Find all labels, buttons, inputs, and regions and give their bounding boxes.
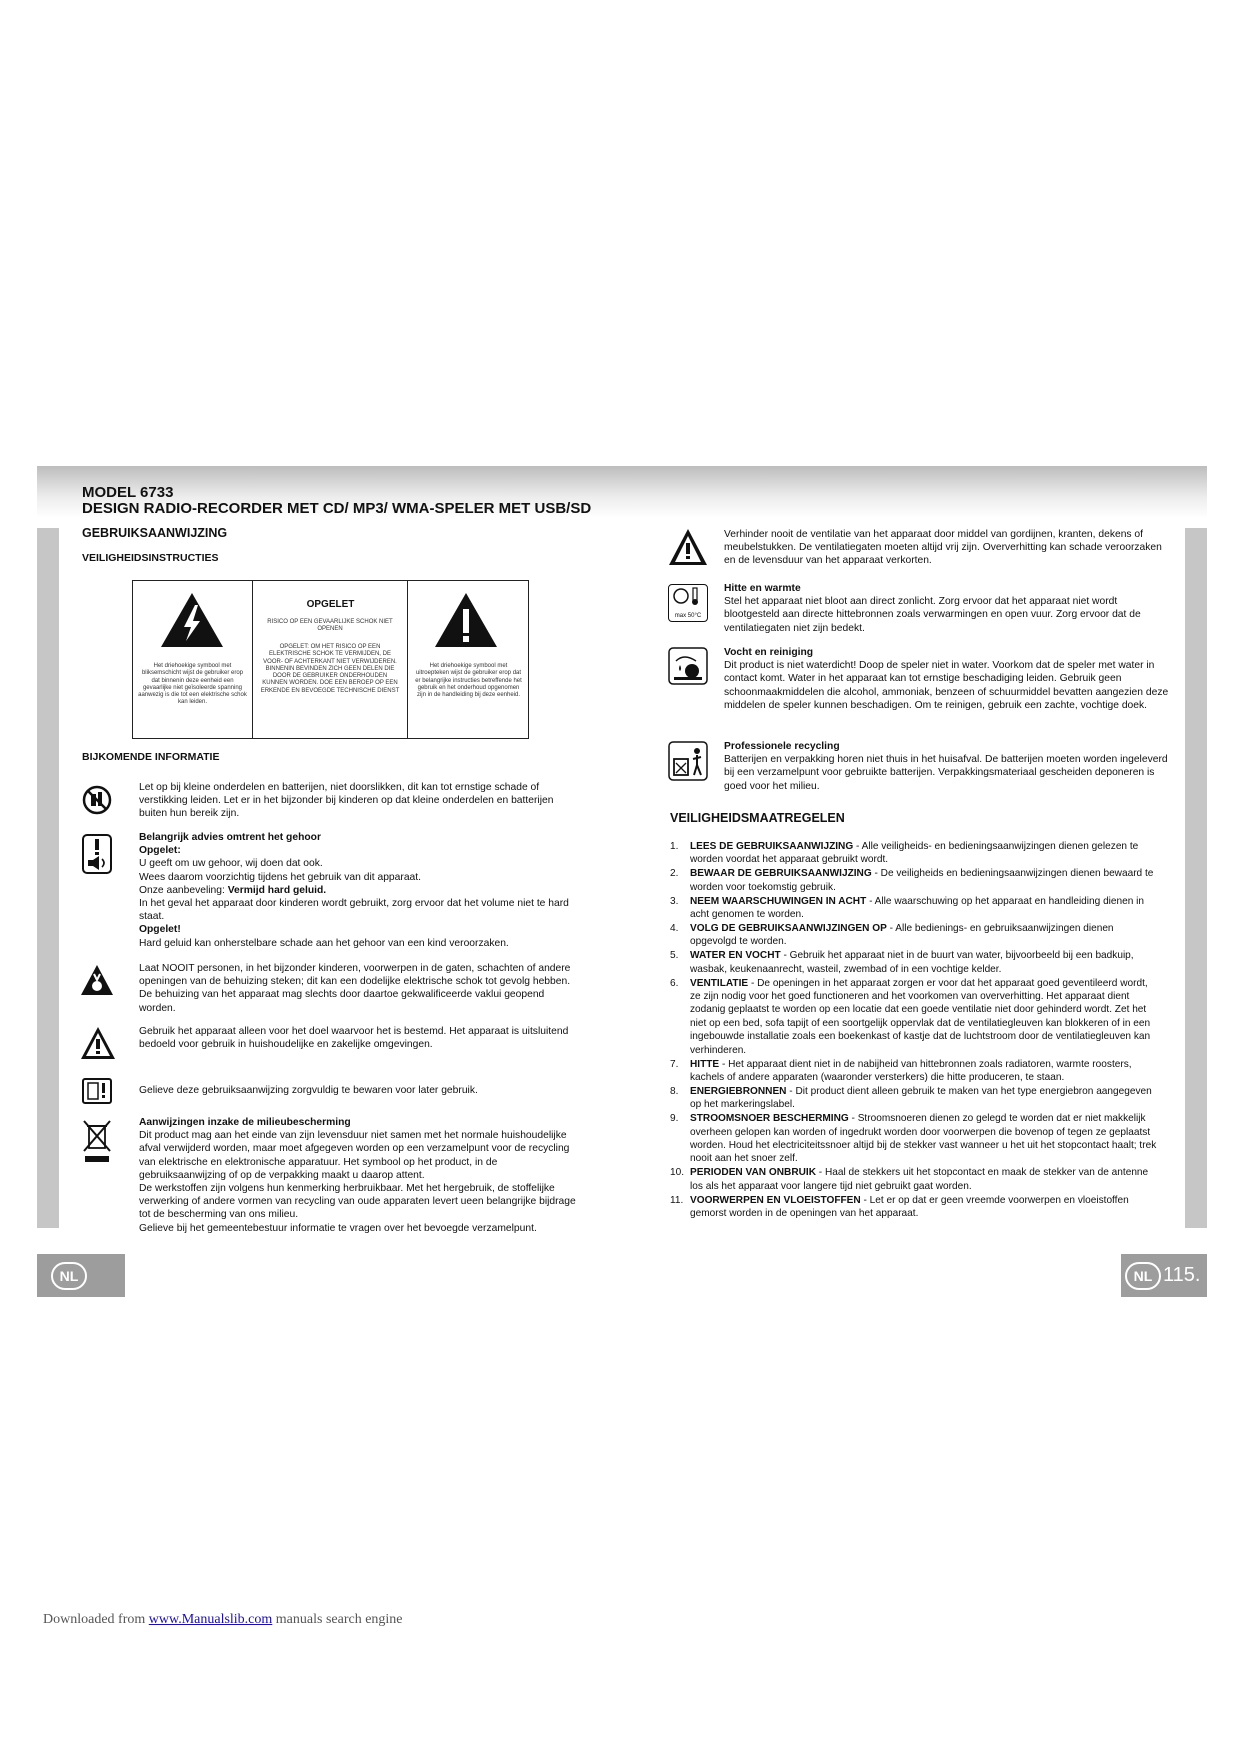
safety-rule [670, 1194, 1160, 1221]
keep-manual-text: Gelieve deze gebruiksaanwijzing zorgvuldig te bewaren voor later gebruik. [139, 1085, 478, 1096]
warning-title: OPGELET [306, 599, 355, 610]
hearing-warning-icon [82, 834, 112, 874]
recycling-text: Batterijen en verpakking horen niet thuis in het huisafval. De batterijen moeten worden ingeleverd bij een verzamelpunt voor gebruikte batterijen. Verpakkingsmateriaal gescheiden deponeren is goed voor het milieu. [724, 754, 1168, 792]
environment-paragraph-3: Gelieve bij het gemeentebestuur informatie te vragen over het bevoegde verzamelpunt. [139, 1222, 537, 1234]
rule-description: - Alle waarschuwing op het apparaat en handleiding dienen in acht genomen te worden. [690, 895, 1145, 921]
product-subtitle: DESIGN RADIO-RECORDER MET CD/ MP3/ WMA-SPELER MET USB/SD [82, 500, 592, 517]
caution-icon [80, 1025, 116, 1061]
exclamation-warning-icon [433, 591, 499, 649]
page-title [82, 485, 591, 517]
download-notice [43, 1612, 403, 1628]
rule-description: - Alle bedienings- en gebruiksaanwijzingen dienen opgevolgd te worden. [690, 922, 1114, 948]
rule-title: LEES DE GEBRUIKSAANWIJZING [690, 841, 854, 852]
heat-icon-label: max 50°C [674, 613, 702, 619]
recycling-section [724, 740, 1174, 793]
safety-rule [670, 867, 1160, 894]
hearing-recommendation-label: Onze aanbeveling: [139, 884, 228, 896]
safety-rule [670, 922, 1160, 949]
warning-center-panel [254, 581, 408, 738]
warning-box [132, 580, 529, 739]
safety-rule [670, 840, 1160, 867]
hearing-line-2: Wees daarom voorzichtig tijdens het gebruik van dit apparaat. [139, 871, 421, 883]
rule-description: - Haal de stekkers uit het stopcontact en maak de stekker van de antenne los als het apparaat voor langere tijd niet gebruikt gaat worden. [690, 1167, 1149, 1192]
exclamation-explanation: Het driehoekige symbool met uitroepteken wijst de gebruiker erop dat er belangrijke instructies betreffende het gebruik en het onderhoud opgenomen zijn in de handleiding bij deze eenheid. [415, 663, 522, 699]
heading-manual: GEBRUIKSAANWIJZING [82, 526, 228, 540]
safety-rule [670, 1058, 1160, 1085]
rule-description: - Gebruik het apparaat niet in de buurt van water, bijvoorbeeld bij een badkuip, wasbak, keukenaanrecht, wasteil, zwembad of in een vochtige kelder. [690, 950, 1134, 975]
rule-description: - De veiligheids en bedieningsaanwijzingen dienen bewaard te worden voor toekomstig gebruik. [690, 868, 1154, 893]
rule-title: VENTILATIE [690, 977, 749, 989]
never-insert-text: Laat NOOIT personen, in het bijzonder kinderen, voorwerpen in de gaten, schachten of andere openingen van de behuizing steken; dit kan een dodelijke elektrische schok tot gevolg hebben. De behuizing van het apparaat mag slechts door daartoe gekwalificeerde vaklui geopend worden. [139, 963, 571, 1014]
intended-use-text: Gebruik het apparaat alleen voor het doel waarvoor het is bestemd. Het apparaat is uitsluitend bedoeld voor gebruik in huishoudelijke en zakelijke omgevingen. [139, 1026, 569, 1051]
hearing-line-5: Hard geluid kan onherstelbare schade aan het gehoor van een kind veroorzaken. [139, 937, 509, 949]
moisture-icon [668, 647, 708, 685]
heat-text: Stel het apparaat niet bloot aan direct zonlicht. Zorg ervoor dat het apparaat niet wordt blootgesteld aan directe hittebronnen zoals verwarmingen en open vuur. Zorg ervoor dat de ventilatiegaten niet zijn bedekt. [724, 596, 1141, 634]
footer-left-tab [37, 1254, 125, 1297]
no-small-parts-icon [82, 782, 112, 818]
rule-title: STROOMSNOER BESCHERMING [690, 1113, 849, 1125]
safety-rules-list [670, 840, 1160, 1221]
right-margin-bar [1185, 528, 1207, 1228]
heat-icon [668, 584, 708, 622]
rule-title: NEEM WAARSCHUWINGEN IN ACHT [690, 895, 867, 907]
footer-right-tab [1121, 1254, 1207, 1297]
ventilation-warning-icon [668, 528, 708, 566]
rule-number: 9. [670, 1113, 679, 1125]
warning-caution-text: OPGELET: OM HET RISICO OP EEN ELEKTRISCHE SCHOK TE VERMIJDEN, DE VOOR- OF ACHTERKANT NIET VERWIJDEREN. BINNENIN BEVINDEN ZICH GEEN DELEN DIE DOOR DE GEBRUIKER ONDERHOUDEN KUNNEN WORDEN. DOE EEN BEROEP OP EEN ERKENDE EN BEVOEGDE TECHNISCHE DIENST [260, 644, 400, 694]
safety-rule [670, 1112, 1160, 1166]
ventilation-text: Verhinder nooit de ventilatie van het apparaat door middel van gordijnen, kranten, dekens of meubelstukken. De ventilatiegaten moeten altijd vrij zijn. Oververhitting kan schade veroorzaken en de levensduur van het apparaat verkorten. [724, 529, 1162, 567]
safety-rule [670, 949, 1160, 976]
rule-title: BEWAAR DE GEBRUIKSAANWIJZING [690, 868, 872, 880]
heading-safety-measures: VEILIGHEIDSMAATREGELEN [670, 811, 845, 825]
rule-title: PERIODEN VAN ONBRUIK [690, 1167, 816, 1179]
moisture-text: Dit product is niet waterdicht! Doop de speler niet in water. Voorkom dat de speler met water in contact komt. Water in het apparaat kan tot ernstige beschadiging leiden. Gebruik geen schoonmaakmiddelen die alcohol, ammoniak, benzeen of schuurmiddel bevatten aangezien deze middelen de speler kunnen beschadigen. Om te reinigen, gebruik een zachte, vochtige doek. [724, 660, 1169, 711]
weee-bin-icon [82, 1118, 112, 1164]
rule-description: - Het apparaat dient niet in de nabijheid van hittebronnen zoals radiatoren, warmte roosters, kachels of andere apparaten (waaronder versterkers) die hitte produceren, te staan. [690, 1058, 1132, 1083]
rule-title: HITTE [690, 1058, 720, 1070]
rule-number: 3. [670, 895, 679, 907]
warning-risk: RISICO OP EEN GEVAARLIJKE SCHOK NIET OPENEN [267, 619, 393, 633]
rule-title: VOORWERPEN EN VLOEISTOFFEN [690, 1194, 861, 1206]
rule-number: 4. [670, 922, 679, 934]
rule-title: VOLG DE GEBRUIKSAANWIJZINGEN OP [690, 922, 887, 934]
safety-rule [670, 1085, 1160, 1112]
model-number: MODEL 6733 [82, 484, 174, 501]
hearing-caution-1: Opgelet: [139, 845, 181, 857]
rule-number: 2. [670, 868, 679, 880]
rule-title: WATER EN VOCHT [690, 950, 781, 962]
hearing-advice [139, 831, 579, 950]
rule-title: ENERGIEBRONNEN [690, 1085, 787, 1097]
manual-book-icon [82, 1078, 112, 1104]
rule-description: - Stroomsnoeren dienen zo gelegd te worden dat er niet makkelijk overheen gelopen kan worden of ingedrukt worden door voorwerpen die bovenop of tegen ze geplaatst worden. Houd het electriciteitssnoer altijd bij de stekker vast wanneer u het uit het stopcontact haalt; trek nooit aan het snoer zelf. [690, 1113, 1157, 1165]
environment-paragraph-1: Dit product mag aan het einde van zijn levensduur niet samen met het normale huishoudelijke afval verwijderd worden, maar moet afgegeven worden op een verzamelpunt voor de recycling van elektrische en elektronische apparatuur. Het symbool op het product, in de gebruiksaanwijzing of op de verpakking maakt u daarop attent. [139, 1130, 570, 1181]
recycling-title: Professionele recycling [724, 741, 840, 752]
warning-lightning-panel [133, 581, 253, 738]
environment-title: Aanwijzingen inzake de milieubescherming [139, 1117, 351, 1128]
lightning-warning-icon [159, 591, 225, 649]
heat-section [724, 582, 1174, 635]
lightning-explanation: Het driehoekige symbool met bliksemschicht wijst de gebruiker erop dat binnenin deze eenheid een gevaarlijke niet geïsoleerde spanning aanwezig is die tot een elektrische schok kan leiden. [138, 663, 247, 706]
hearing-line-4: In het geval het apparaat door kinderen wordt gebruikt, zorg ervoor dat het volume niet te hard staat. [139, 898, 569, 923]
rule-number: 5. [670, 950, 679, 962]
heat-title: Hitte en warmte [724, 583, 801, 594]
moisture-section [724, 646, 1174, 712]
rule-number: 10. [670, 1167, 685, 1179]
environment-section [139, 1116, 579, 1235]
safety-rule [670, 977, 1160, 1057]
hearing-caution-2: Opgelet! [139, 924, 181, 936]
small-parts-text: Let op bij kleine onderdelen en batterijen, niet doorslikken, dit kan tot ernstige schade of verstikking leiden. Let er in het bijzonder bij kinderen op dat kleine onderdelen en batterijen buiten hun bereik zijn. [139, 782, 554, 820]
hearing-recommendation: Vermijd hard geluid. [227, 884, 327, 896]
warning-exclamation-panel [409, 581, 527, 738]
recycling-bin-icon [668, 741, 708, 781]
rule-description: - De openingen in het apparaat zorgen er voor dat het apparaat goed geventileerd wordt, ze zijn nodig voor het goed functioneren and het voorkomen van oververhitting. Het apparaat dient zodanig geplaatst te worden op een locatie dat een goede ventilatie niet door gehinderd wordt. Zet het niet op een bed, sofa tapijt of een soortgelijk oppervlak dat de ventilatiegleuven kan blokkeren of in een ingebouwde installatie zoals een boekenkast of kastje dat de luchtstroom door de ventilatiegleuven kan verhinderen. [690, 977, 1151, 1056]
safety-rule [670, 895, 1160, 922]
heading-additional-info: BIJKOMENDE INFORMATIE [82, 751, 220, 763]
heading-safety: VEILIGHEIDSINSTRUCTIES [82, 552, 219, 564]
rule-description: - Let er op dat er geen vreemde voorwerpen en vloeistoffen gemorst worden in de openingen van het apparaat. [690, 1194, 1129, 1219]
rule-number: 6. [670, 977, 679, 989]
environment-paragraph-2: De werkstoffen zijn volgens hun kenmerking herbruikbaar. Met het hergebruik, de stoffelijke verwerking of andere vormen van recycling van oude apparaten levert ueen belangrijke bijdrage tot de bescherming van ons milieu. [139, 1183, 576, 1221]
language-badge-right: NL [1125, 1262, 1161, 1290]
rule-number: 8. [670, 1085, 679, 1097]
hearing-title: Belangrijk advies omtrent het gehoor [139, 832, 321, 843]
shock-hazard-icon [80, 964, 114, 996]
rule-description: - Dit product dient alleen gebruik te maken van het type energiebron aangegeven op het markeringslabel. [690, 1085, 1152, 1111]
manualslib-link[interactable]: www.Manualslib.com [148, 1612, 273, 1627]
rule-description: - Alle veiligheids- en bedieningsaanwijzingen dienen gelezen te worden voordat het apparaat gebruikt wordt. [690, 841, 1139, 866]
language-badge-left: NL [51, 1262, 87, 1290]
left-margin-bar [37, 528, 59, 1228]
rule-number: 7. [670, 1058, 679, 1070]
moisture-title: Vocht en reiniging [724, 647, 814, 658]
download-prefix: Downloaded from [43, 1612, 149, 1627]
rule-number: 11. [670, 1194, 684, 1206]
page-number: 115. [1163, 1264, 1201, 1286]
rule-number: 1. [670, 841, 679, 852]
download-suffix: manuals search engine [272, 1612, 403, 1627]
safety-rule [670, 1166, 1160, 1193]
thermometer-icon [669, 585, 707, 607]
hearing-line-1: U geeft om uw gehoor, wij doen dat ook. [139, 858, 323, 870]
